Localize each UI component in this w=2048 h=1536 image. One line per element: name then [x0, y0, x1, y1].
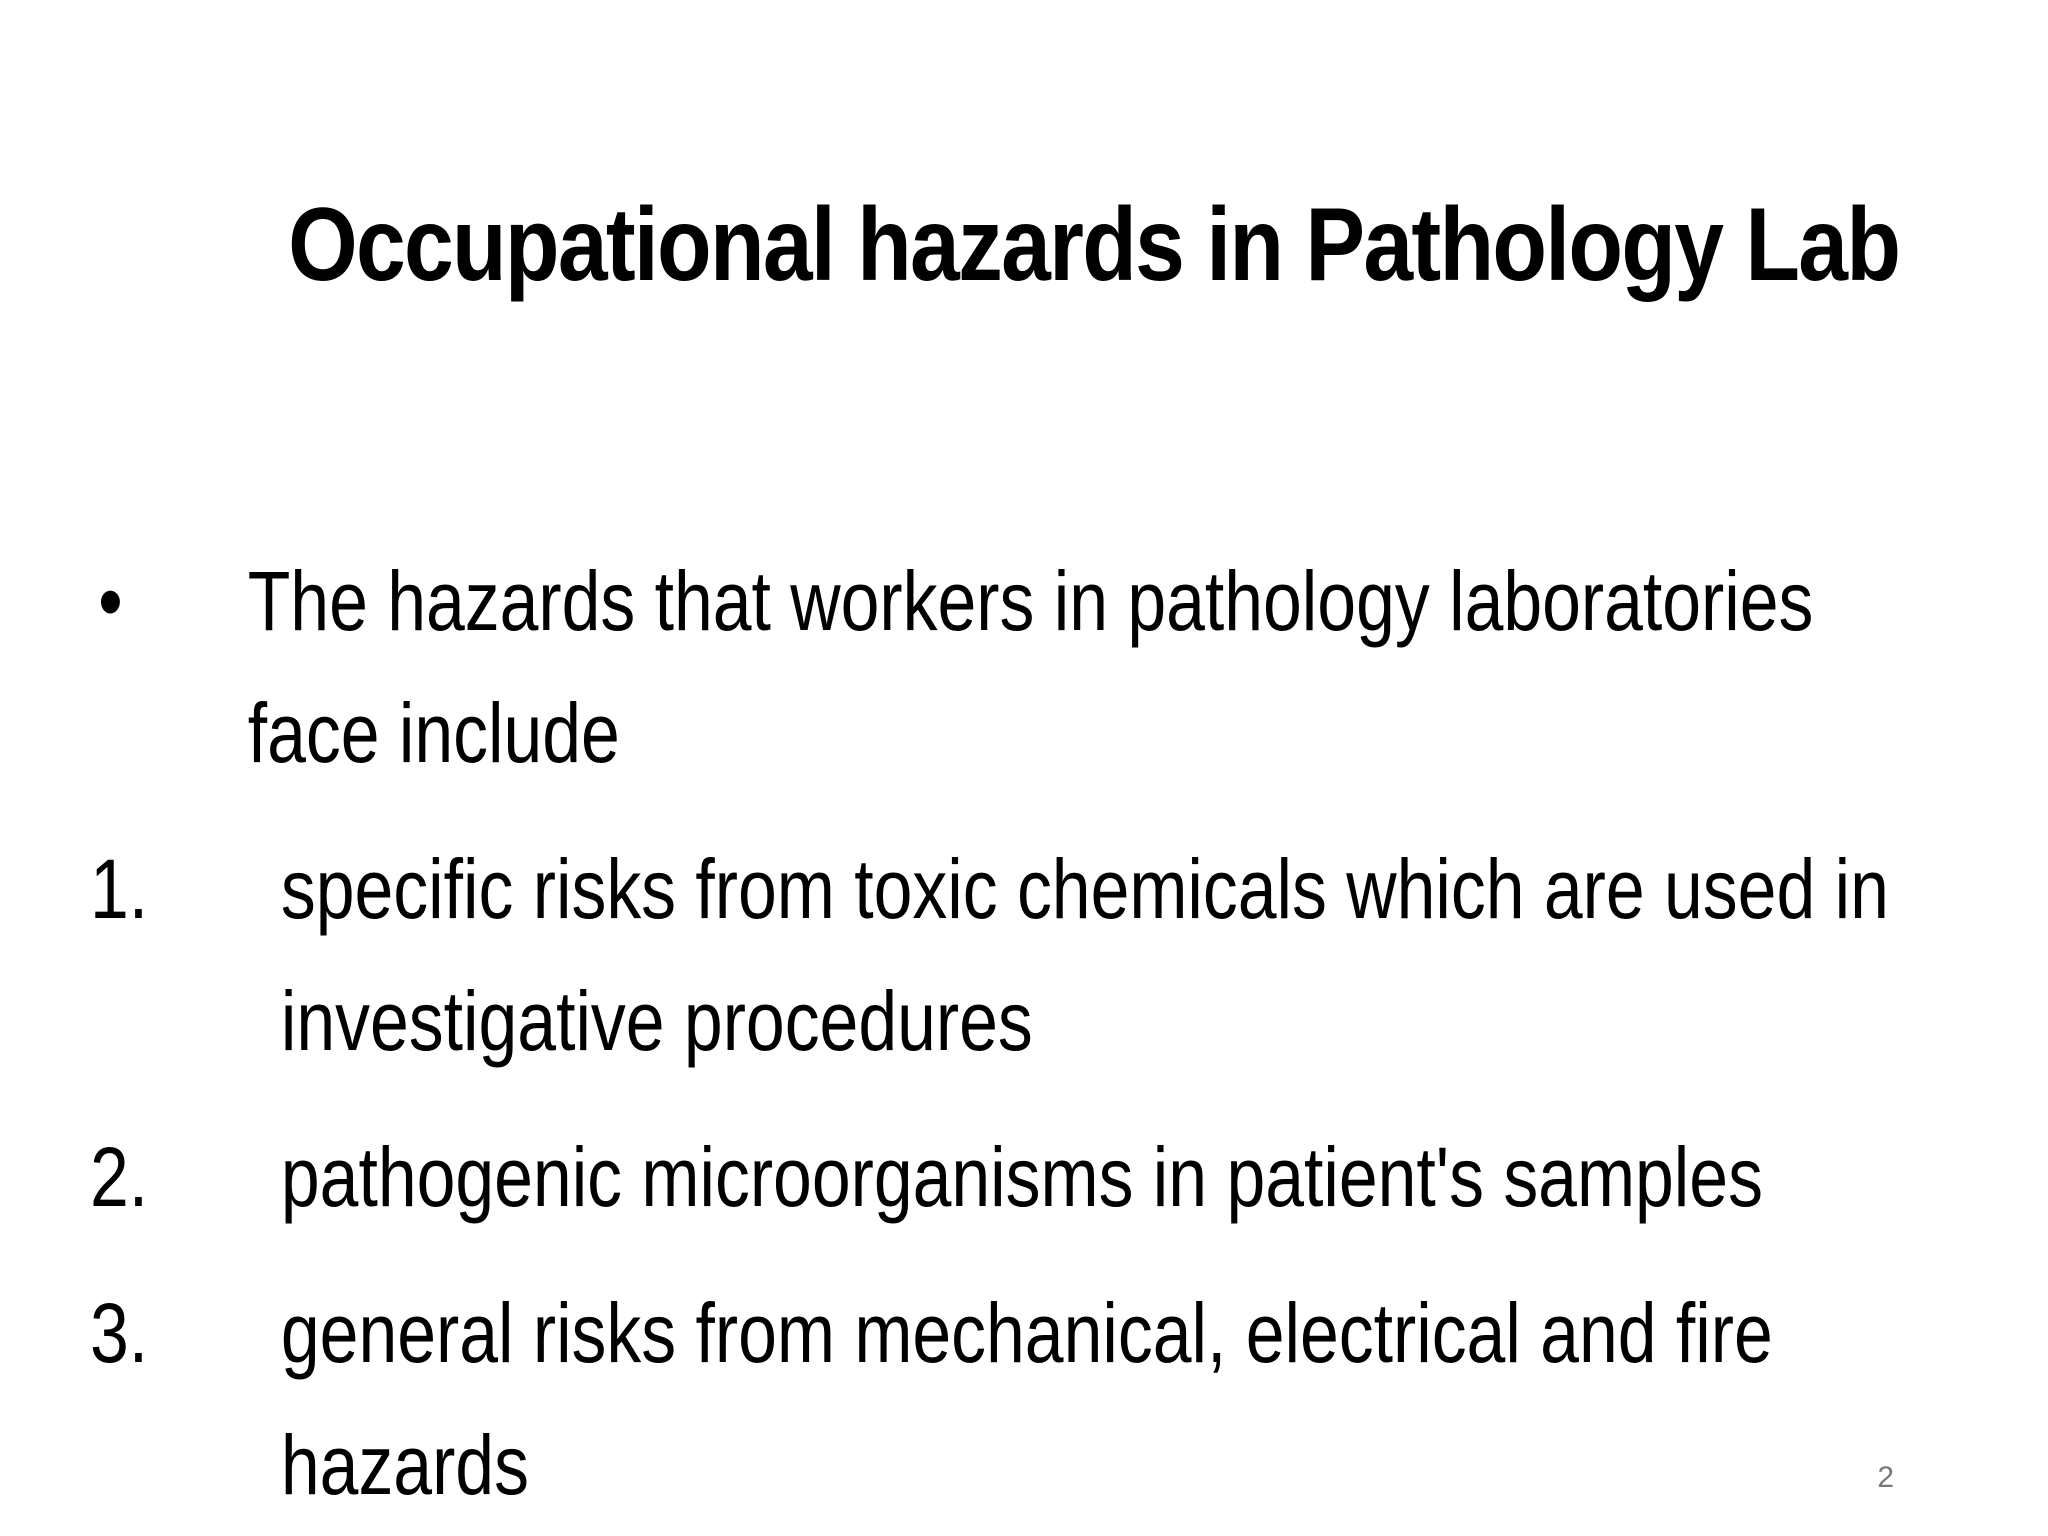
numbered-text-3: general risks from mechanical, electrical and fire hazards [280, 1286, 1773, 1512]
number-marker-1: 1. [90, 842, 149, 936]
bullet-point [90, 535, 1924, 799]
numbered-item-3 [90, 1267, 1991, 1531]
slide-content [90, 535, 1889, 1531]
bullet-marker: • [98, 554, 123, 648]
numbered-item-1 [90, 823, 1991, 1087]
number-marker-3: 3. [90, 1286, 149, 1380]
bullet-text: The hazards that workers in pathology laboratories face include [247, 554, 1814, 780]
numbered-text-2: pathogenic microorganisms in patient's samples [280, 1130, 1763, 1224]
number-marker-2: 2. [90, 1130, 149, 1224]
numbered-item-2 [90, 1111, 1991, 1243]
slide-title: Occupational hazards in Pathology Lab [288, 187, 1900, 303]
numbered-text-1: specific risks from toxic chemicals which are used in investigative procedures [280, 842, 1889, 1068]
page-number: 2 [1877, 1461, 1894, 1494]
